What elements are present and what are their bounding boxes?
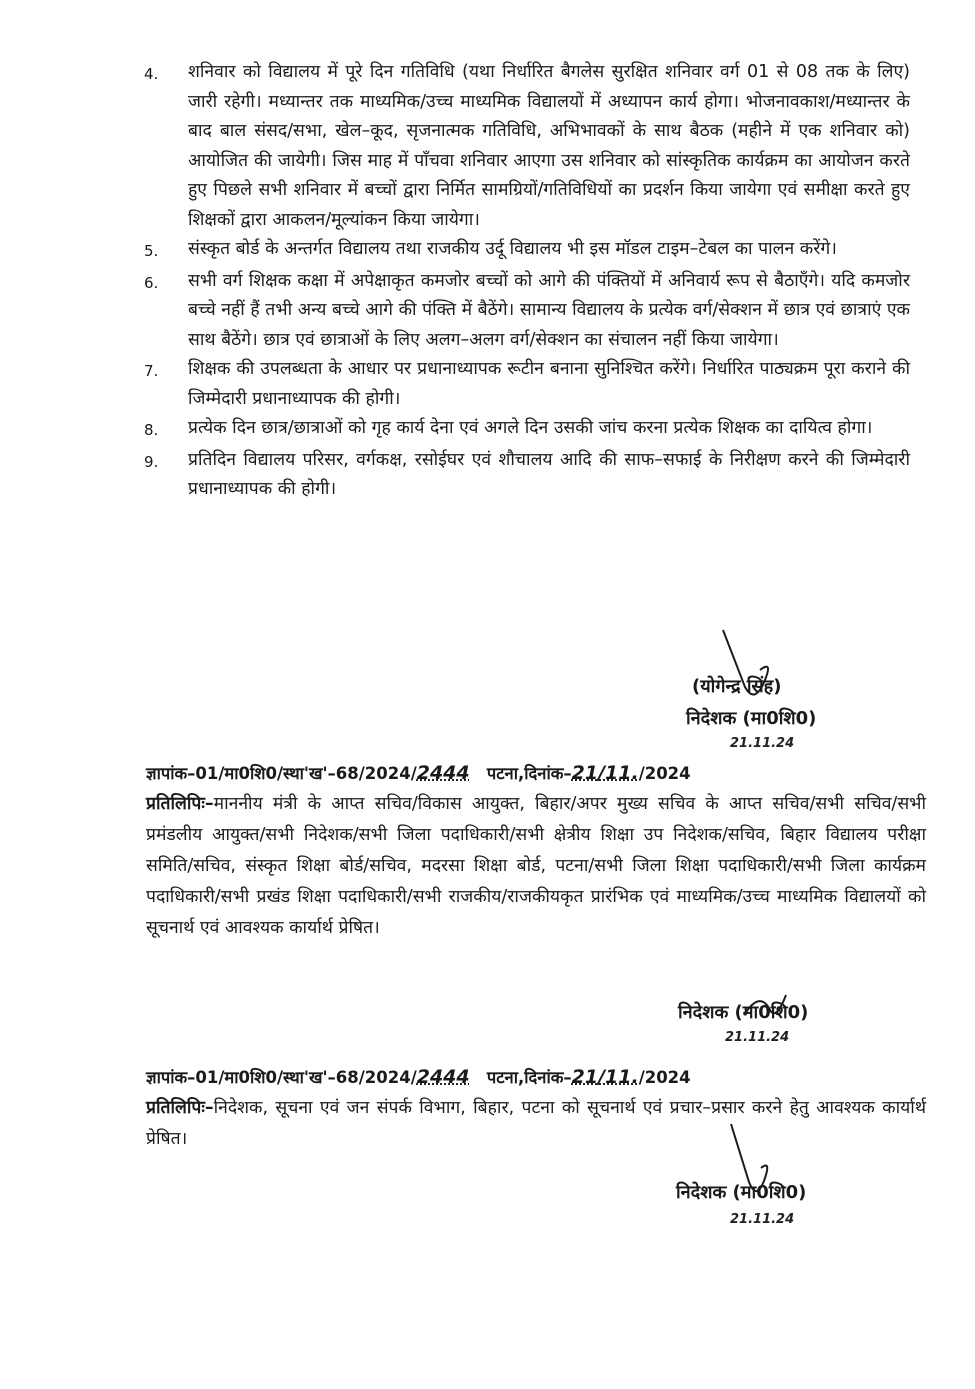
- signatory-designation: निदेशक (मा0शि0): [686, 708, 817, 729]
- list-item: [138, 58, 910, 235]
- signatory-designation: निदेशक (मा0शि0): [676, 1182, 807, 1203]
- item-text: संस्कृत बोर्ड के अन्तर्गत विद्यालय तथा राजकीय उर्दू विद्यालय भी इस मॉडल टाइम–टेबल का पालन करेंगे।: [188, 239, 837, 259]
- memo-block: [146, 1062, 926, 1155]
- memo-reference: [146, 758, 926, 789]
- copy-label: प्रतिलिपिः–: [146, 1098, 214, 1118]
- item-number: 9.: [144, 452, 159, 471]
- item-number: 8.: [144, 421, 159, 439]
- item-number: 7.: [144, 362, 159, 380]
- item-number: 4.: [144, 65, 159, 83]
- memo-date: 21/11.: [571, 762, 639, 784]
- memo-reference: [146, 1062, 926, 1093]
- item-number: 6.: [144, 273, 159, 292]
- signatory-designation: निदेशक (मा0शि0): [678, 1002, 809, 1023]
- item-text: प्रत्येक दिन छात्र/छात्राओं को गृह कार्य देना एवं अगले दिन उसकी जांच करना प्रत्येक शिक्षक का दायित्व होगा।: [188, 418, 873, 438]
- memo-ref-number: 2444: [416, 1066, 470, 1088]
- memo-block: [146, 758, 926, 944]
- handwritten-date: 21.11.24: [730, 736, 795, 751]
- item-text: शनिवार को विद्यालय में पूरे दिन गतिविधि (यथा निर्धारित बैगलेस सुरक्षित शनिवार वर्ग 01 से 08 तक के लिए) जारी रहेगी। मध्यान्तर तक माध्यमिक/उच्च माध्यमिक विद्यालयों में अध्यापन कार्य होगा। भोजनावकाश/मध्यान्तर के बाद बाल संसद/सभा, खेल–कूद, सृजनात्मक गतिविधि, अभिभावकों के साथ बैठक (महीने में एक शनिवार को) आयोजित की जायेगी। जिस माह में पाँचवा शनिवार आएगा उस शनिवार को सांस्कृतिक कार्यक्रम का आयोजन करते हुए पिछले सभी शनिवार में बच्चों द्वारा निर्मित सामग्रियों/गतिविधियों का प्रदर्शन किया जायेगा एवं समीक्षा करते हुए शिक्षकों द्वारा आकलन/मूल्यांकन किया जायेगा।: [188, 62, 910, 230]
- memo-date: 21/11.: [571, 1066, 639, 1088]
- item-number: 5.: [144, 242, 159, 260]
- signature-scribble: [715, 625, 785, 715]
- item-text: प्रतिदिन विद्यालय परिसर, वर्गकक्ष, रसोईघर एवं शौचालय आदि की साफ–सफाई के निरीक्षण करने की जिम्मेदारी प्रधानाध्यापक की होगी।: [188, 449, 910, 499]
- memo-ref-number: 2444: [416, 762, 470, 784]
- memo-copy: [146, 789, 926, 944]
- handwritten-date: 21.11.24: [730, 1212, 795, 1227]
- memo-year: /2024: [638, 1068, 691, 1087]
- instruction-list: [138, 58, 910, 505]
- signatory-name: (योगेन्द्र सिंह): [692, 676, 782, 697]
- handwritten-date: 21.11.24: [725, 1030, 790, 1045]
- copy-label: प्रतिलिपिः–: [146, 794, 214, 814]
- list-item: [138, 267, 910, 356]
- list-item: [138, 235, 910, 267]
- item-text: सभी वर्ग शिक्षक कक्षा में अपेक्षाकृत कमजोर बच्चों को आगे की पंक्तियों में अनिवार्य रूप से बैठाएँगे। यदि कमजोर बच्चे नहीं हैं तभी अन्य बच्चे आगे की पंक्ति में बैठेंगे। सामान्य विद्यालय के प्रत्येक वर्ग/सेक्शन में छात्र एवं छात्राएं एक साथ बैठेंगे। छात्र एवं छात्राओं के लिए अलग–अलग वर्ग/सेक्शन का संचालन नहीं किया जायेगा।: [188, 270, 910, 350]
- memo-year: /2024: [638, 764, 691, 783]
- memo-ref-prefix: ज्ञापांक–01/मा0शि0/स्था'ख'–68/2024/: [146, 1068, 417, 1087]
- item-text: शिक्षक की उपलब्धता के आधार पर प्रधानाध्यापक रूटीन बनाना सुनिश्चित करेंगे। निर्धारित पाठ्यक्रम पूरा कराने की जिम्मेदारी प्रधानाध्यापक की होगी।: [188, 359, 910, 409]
- memo-place-date: पटना,दिनांक–: [486, 764, 572, 783]
- memo-ref-prefix: ज्ञापांक–01/मा0शि0/स्था'ख'–68/2024/: [146, 764, 417, 783]
- list-item: [138, 355, 910, 414]
- copy-text: माननीय मंत्री के आप्त सचिव/विकास आयुक्त, बिहार/अपर मुख्य सचिव के आप्त सचिव/सभी सचिव/सभी प्रमंडलीय आयुक्त/सभी निदेशक/सभी जिला पदाधिकारी/सभी क्षेत्रीय शिक्षा उप निदेशक/सचिव, बिहार विद्यालय परीक्षा समिति/सचिव, संस्कृत शिक्षा बोर्ड/सचिव, मदरसा शिक्षा बोर्ड, पटना/सभी जिला शिक्षा पदाधिकारी/सभी जिला कार्यक्रम पदाधिकारी/सभी प्रखंड शिक्षा पदाधिकारी/सभी राजकीय/राजकीयकृत प्रारंभिक एवं माध्यमिक/उच्च माध्यमिक विद्यालयों को सूचनार्थ एवं आवश्यक कार्यार्थ प्रेषित।: [146, 794, 926, 938]
- list-item: [138, 414, 910, 446]
- memo-place-date: पटना,दिनांक–: [486, 1068, 572, 1087]
- copy-text: निदेशक, सूचना एवं जन संपर्क विभाग, बिहार, पटना को सूचनार्थ एवं प्रचार–प्रसार करने हेतु आवश्यक कार्यार्थ प्रेषित।: [146, 1098, 926, 1149]
- list-item: [138, 446, 910, 505]
- memo-copy: [146, 1093, 926, 1155]
